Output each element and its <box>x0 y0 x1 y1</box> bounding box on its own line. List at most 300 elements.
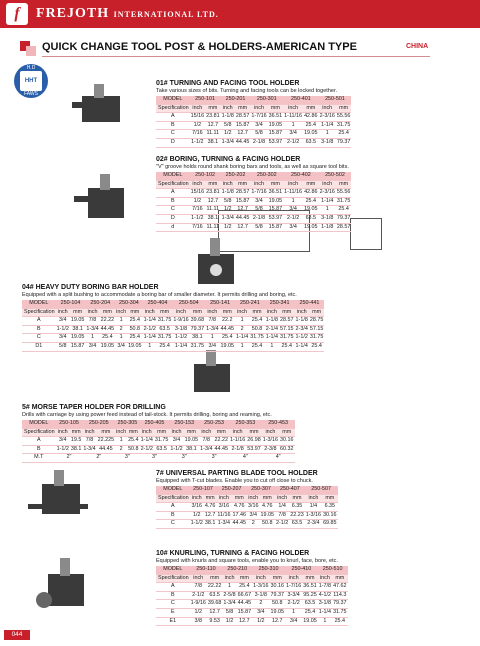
table-cell: 2-5/8 <box>222 591 236 600</box>
table-cell: 79.37 <box>190 325 206 334</box>
table-row <box>156 511 338 520</box>
table-cell: mm <box>127 428 140 437</box>
table-cell: 250-401 <box>283 96 318 104</box>
table-cell: 1-1/2 <box>190 520 204 529</box>
table-row <box>156 617 348 626</box>
table-cell: 31.75 <box>190 342 206 351</box>
table-cell: 3/4 <box>56 437 70 446</box>
table-cell: 250-441 <box>295 300 325 308</box>
table-cell: 12.7 <box>237 617 253 626</box>
table-cell: 30.16 <box>279 437 295 446</box>
table-cell: 250-241 <box>235 300 265 308</box>
table-cell: inch <box>283 180 303 189</box>
table-cell: 25.4 <box>249 317 265 326</box>
table-cell: M.T <box>22 454 56 463</box>
table-cell: mm <box>246 428 262 437</box>
title-divider <box>42 56 430 57</box>
table-cell: 36.51 <box>268 113 284 122</box>
section-title: 01# TURNING AND FACING TOOL HOLDER <box>156 80 300 87</box>
table-cell: mm <box>157 308 173 317</box>
table-cell: C <box>22 334 56 343</box>
table-cell: 28.75 <box>309 317 325 326</box>
table-cell: 19.05 <box>303 223 319 232</box>
table-cell: 5/8 <box>250 206 267 215</box>
header-banner <box>0 0 480 28</box>
table-cell: mm <box>235 180 251 189</box>
table-cell: 4" <box>229 454 262 463</box>
table-cell: inch <box>285 574 302 583</box>
spec-table-01 <box>156 96 351 148</box>
table-cell: 1-1/4 <box>319 121 336 130</box>
table-cell: 31.75 <box>157 317 173 326</box>
table-cell: 50.8 <box>127 325 143 334</box>
table-cell: 1-1/8 <box>265 317 279 326</box>
table-cell: 3-1/8 <box>252 591 269 600</box>
table-cell: 1-1/2 <box>56 445 70 454</box>
table-cell: mm <box>219 308 235 317</box>
table-cell: 19.05 <box>303 130 319 139</box>
table-cell: 250-204 <box>85 300 115 308</box>
table-cell: 36.51 <box>302 583 318 592</box>
table-cell: 1-1/4 <box>140 437 154 446</box>
table-cell: 55.56 <box>336 113 352 122</box>
table-cell: 44.45 <box>237 600 253 609</box>
table-cell: 15.87 <box>235 121 251 130</box>
table-header-row <box>156 96 351 104</box>
table-cell: 19.05 <box>100 342 116 351</box>
table-cell: B <box>156 591 190 600</box>
table-cell: inch <box>190 180 206 189</box>
table-cell: 15/16 <box>190 113 206 122</box>
table-cell: 1-1/2 <box>295 334 309 343</box>
table-cell: mm <box>268 180 284 189</box>
table-cell: 15.87 <box>268 206 284 215</box>
table-cell: E <box>156 608 190 617</box>
table-cell: 3" <box>140 454 170 463</box>
table-cell: 1 <box>283 121 303 130</box>
table-cell: 28.57 <box>235 189 251 198</box>
table-cell: inch <box>319 104 336 113</box>
table-cell: inch <box>115 308 127 317</box>
table-row <box>156 206 351 215</box>
table-cell: inch <box>115 428 127 437</box>
table-row <box>156 600 348 609</box>
table-cell: 1 <box>285 608 302 617</box>
table-cell: 3-1/8 <box>172 325 189 334</box>
table-cell: 50.8 <box>249 325 265 334</box>
table-cell: 12.7 <box>235 130 251 139</box>
table-cell: 1-11/16 <box>283 113 303 122</box>
table-cell: mm <box>190 308 206 317</box>
table-cell: inch <box>82 428 96 437</box>
table-cell: 2-1/2 <box>283 214 303 223</box>
table-cell: 3-1/8 <box>318 600 332 609</box>
table-cell: 1-3/16 <box>305 511 322 520</box>
table-cell: 44.45 <box>235 214 251 223</box>
table-cell: 22.22 <box>100 317 116 326</box>
table-cell: 31.75 <box>157 334 173 343</box>
table-cell: D <box>156 138 190 147</box>
table-row <box>156 197 351 206</box>
table-cell: inch <box>318 574 332 583</box>
table-cell: 25.4 <box>303 121 319 130</box>
section-title: 04# HEAVY DUTY BORING BAR HOLDER <box>22 284 159 291</box>
table-cell: 1-1/4 <box>295 342 309 351</box>
table-cell: 3" <box>199 454 229 463</box>
table-cell: 1-1/2 <box>169 445 183 454</box>
table-cell: 250-341 <box>265 300 295 308</box>
table-cell: 38.1 <box>205 138 221 147</box>
table-cell: mm <box>303 180 319 189</box>
table-cell: B <box>22 445 56 454</box>
table-cell: 1-1/4 <box>319 197 336 206</box>
table-cell: 1 <box>319 206 336 215</box>
table-cell: mm <box>279 428 295 437</box>
table-cell: 25.4 <box>127 334 143 343</box>
table-cell: 1-3/4 <box>82 445 96 454</box>
table-cell: 11/16 <box>216 511 231 520</box>
table-cell: inch <box>250 104 267 113</box>
table-cell: 55.56 <box>336 189 352 198</box>
table-cell: 4.76 <box>204 503 217 512</box>
table-cell: 1/2 <box>222 617 236 626</box>
table-subheader-row <box>22 308 324 317</box>
table-cell: mm <box>268 104 284 113</box>
table-cell: 11.11 <box>205 130 221 139</box>
table-cell: 3-1/8 <box>319 214 336 223</box>
table-cell: mm <box>249 308 265 317</box>
table-cell: 15.87 <box>237 608 253 617</box>
country-label: CHINA <box>406 43 429 50</box>
table-cell: 3/4 <box>283 223 303 232</box>
table-cell: 2-3/16 <box>319 113 336 122</box>
table-cell: 1 <box>115 317 127 326</box>
table-cell: 1-1/4 <box>143 334 157 343</box>
table-cell: 2-3/8 <box>262 445 279 454</box>
table-cell: mm <box>309 308 325 317</box>
table-cell: 3" <box>115 454 139 463</box>
table-cell: mm <box>70 308 86 317</box>
spec-table-02 <box>156 172 351 232</box>
badge-center: HHT <box>20 71 42 91</box>
table-cell: 31.75 <box>336 197 352 206</box>
table-cell: inch <box>275 494 289 503</box>
table-cell: 1-1/4 <box>143 317 157 326</box>
table-cell: 2-1/2 <box>140 445 154 454</box>
table-cell: 53.97 <box>268 214 284 223</box>
table-cell: mm <box>97 428 116 437</box>
table-cell: 1 <box>205 334 219 343</box>
table-cell: inch <box>140 428 154 437</box>
table-cell: B <box>156 121 190 130</box>
table-cell: mm <box>289 494 305 503</box>
table-cell: 50.8 <box>269 600 285 609</box>
table-cell: 2-1/4 <box>265 325 279 334</box>
section-desc: Equipped with a split bushing to accommodate a boring bar of smaller diameter. It permits drilling and boring, etc. <box>22 292 297 298</box>
table-cell: 5/8 <box>250 130 267 139</box>
table-cell: A <box>22 437 56 446</box>
table-cell: 4.76 <box>231 503 247 512</box>
table-cell: 2" <box>56 454 83 463</box>
table-header-row <box>156 172 351 180</box>
section-title: 7# UNIVERSAL PARTING BLADE TOOL HOLDER <box>156 470 318 477</box>
table-cell: 12.7 <box>235 206 251 215</box>
table-cell: 44.45 <box>100 325 116 334</box>
table-cell: 2-1/8 <box>250 214 267 223</box>
table-cell: C <box>156 206 190 215</box>
page-number: 044 <box>4 630 30 640</box>
table-cell: 250-407 <box>275 486 305 494</box>
table-cell: mm <box>207 574 223 583</box>
table-cell: 1-1/4 <box>235 334 249 343</box>
table-cell: 250-410 <box>285 566 318 574</box>
table-cell: 2-1/2 <box>285 600 302 609</box>
table-cell: 63.5 <box>303 138 319 147</box>
table-cell: MODEL <box>22 420 56 428</box>
table-cell: 3/4 <box>56 334 70 343</box>
section-title: 5# MORSE TAPER HOLDER FOR DRILLING <box>22 404 166 411</box>
table-row <box>156 113 351 122</box>
table-cell: inch <box>222 574 236 583</box>
table-cell: C <box>156 600 190 609</box>
table-cell: mm <box>231 494 247 503</box>
table-subheader-row <box>156 494 338 503</box>
table-row <box>156 121 351 130</box>
table-cell: 7/16 <box>190 206 206 215</box>
table-cell: 23.81 <box>205 113 221 122</box>
table-cell: 1-1/8 <box>221 113 235 122</box>
table-cell: 1-3/4 <box>85 325 99 334</box>
table-cell: 60.32 <box>279 445 295 454</box>
table-cell: 38.1 <box>204 520 217 529</box>
table-cell: A <box>156 503 190 512</box>
table-cell: 19.05 <box>302 617 318 626</box>
table-cell: 1/2 <box>190 197 206 206</box>
table-cell: mm <box>237 574 253 583</box>
table-cell: 25.4 <box>219 334 235 343</box>
table-cell: Specification <box>156 494 190 503</box>
table-cell: 250-453 <box>262 420 295 428</box>
table-cell: 15.87 <box>70 342 86 351</box>
table-cell: inch <box>221 180 235 189</box>
badge-line1: H.D <box>26 65 36 71</box>
table-cell: inch <box>56 428 70 437</box>
table-cell: inch <box>190 104 206 113</box>
table-cell: 12.7 <box>204 511 217 520</box>
table-row <box>22 325 324 334</box>
table-cell: B <box>156 197 190 206</box>
table-cell: Specification <box>22 428 56 437</box>
table-cell: 15.87 <box>268 223 284 232</box>
table-cell: 1-1/2 <box>56 325 70 334</box>
table-cell: 3/4 <box>169 437 183 446</box>
table-cell: 25.4 <box>127 437 140 446</box>
table-cell: 30.16 <box>269 583 285 592</box>
table-cell: 7/16 <box>190 223 206 232</box>
table-cell: 250-301 <box>250 96 283 104</box>
table-cell: inch <box>221 104 235 113</box>
table-cell: 6.35 <box>322 503 338 512</box>
tool-holder-10-image <box>36 556 96 610</box>
table-cell: 7/8 <box>82 437 96 446</box>
table-cell: 53.97 <box>268 138 284 147</box>
spec-table-07 <box>156 486 338 529</box>
table-cell: 25.4 <box>302 608 318 617</box>
badge-line3: FAWS <box>24 91 38 97</box>
section-02 <box>156 156 351 232</box>
table-cell: 23.81 <box>205 189 221 198</box>
table-cell: 2 <box>252 600 269 609</box>
table-cell: 1-3/4 <box>221 214 235 223</box>
table-cell: 2-1/2 <box>143 325 157 334</box>
table-cell: 22.23 <box>289 511 305 520</box>
table-cell: inch <box>247 494 260 503</box>
table-cell: 63.5 <box>302 600 318 609</box>
table-cell: inch <box>319 180 336 189</box>
table-cell: 26.98 <box>246 437 262 446</box>
table-cell: 250-202 <box>221 172 251 180</box>
brand-subtext: INTERNATIONAL LTD. <box>113 10 219 19</box>
table-cell: 1-1/8 <box>319 223 336 232</box>
table-cell: 7/8 <box>205 317 219 326</box>
table-cell: 63.5 <box>303 214 319 223</box>
table-cell: 38.1 <box>184 445 200 454</box>
table-cell: mm <box>100 308 116 317</box>
table-cell: 31.75 <box>249 334 265 343</box>
table-cell: 44.45 <box>235 138 251 147</box>
table-cell: 1-7/16 <box>250 113 267 122</box>
table-cell: 1-1/4 <box>265 334 279 343</box>
table-cell: 250-501 <box>319 96 352 104</box>
table-cell: 19.05 <box>268 197 284 206</box>
table-cell: 63.5 <box>207 591 223 600</box>
table-cell: 1/2 <box>190 121 206 130</box>
table-cell: 36.51 <box>268 189 284 198</box>
table-cell: 19.05 <box>269 608 285 617</box>
table-cell: 1-3/4 <box>199 445 213 454</box>
table-cell: 12.7 <box>207 608 223 617</box>
table-cell: mm <box>205 104 221 113</box>
table-cell: 22.22 <box>207 583 223 592</box>
table-cell: 250-502 <box>319 172 352 180</box>
table-cell: E1 <box>156 617 190 626</box>
table-cell: 25.4 <box>303 197 319 206</box>
table-cell: A <box>156 583 190 592</box>
table-cell: inch <box>143 308 157 317</box>
table-cell: 250-207 <box>216 486 247 494</box>
tool-holder-01-image <box>72 82 130 124</box>
table-cell: inch <box>56 308 70 317</box>
table-cell: Specification <box>22 308 56 317</box>
table-cell: 31.75 <box>154 437 170 446</box>
table-cell: C <box>156 130 190 139</box>
table-cell: 1 <box>235 317 249 326</box>
table-cell: 1-1/16 <box>229 437 246 446</box>
table-cell: 4.76 <box>259 503 275 512</box>
table-cell: 2-1/8 <box>229 445 246 454</box>
table-cell: 7/8 <box>275 511 289 520</box>
table-cell: 2-1/2 <box>275 520 289 529</box>
section-05 <box>22 404 295 463</box>
table-row <box>156 583 348 592</box>
table-cell: 31.75 <box>309 334 325 343</box>
table-cell: inch <box>199 428 213 437</box>
table-cell: 250-104 <box>56 300 86 308</box>
table-cell: 1-3/4 <box>221 138 235 147</box>
table-row <box>22 317 324 326</box>
table-cell: 69.85 <box>322 520 338 529</box>
table-cell: 47.62 <box>332 583 348 592</box>
table-cell: 79.37 <box>332 600 348 609</box>
table-cell: 250-205 <box>82 420 115 428</box>
table-cell: MODEL <box>22 300 56 308</box>
tool-holder-04-image <box>192 236 240 286</box>
table-cell: D <box>156 214 190 223</box>
table-cell: mm <box>205 180 221 189</box>
table-cell: 1-7/16 <box>285 583 302 592</box>
table-cell: C <box>156 520 190 529</box>
table-cell: 1/2 <box>252 617 269 626</box>
table-cell: inch <box>235 308 249 317</box>
table-cell: mm <box>336 104 352 113</box>
table-cell: MODEL <box>156 566 190 574</box>
table-cell: 250-507 <box>305 486 338 494</box>
table-cell: Specification <box>156 180 190 189</box>
table-cell: 1/2 <box>190 608 207 617</box>
table-cell: 3/4 <box>283 206 303 215</box>
table-cell: inch <box>229 428 246 437</box>
table-cell: mm <box>302 574 318 583</box>
table-cell: 2 <box>115 445 127 454</box>
table-cell: 19.05 <box>268 121 284 130</box>
table-cell: 3/16 <box>216 503 231 512</box>
table-cell: 2-3/16 <box>319 189 336 198</box>
table-cell: 3/4 <box>205 342 219 351</box>
table-cell: mm <box>336 180 352 189</box>
table-cell: 1-1/2 <box>190 214 206 223</box>
table-cell: 1/4 <box>275 503 289 512</box>
table-cell: 2" <box>82 454 115 463</box>
table-cell: 25.4 <box>309 342 325 351</box>
table-cell: MODEL <box>156 172 190 180</box>
table-cell: 1-1/8 <box>221 189 235 198</box>
table-cell: 66.67 <box>237 591 253 600</box>
table-cell: 12.7 <box>235 223 251 232</box>
table-cell: 1-1/8 <box>295 317 309 326</box>
table-cell: 19.05 <box>70 317 86 326</box>
table-cell: 114.3 <box>332 591 348 600</box>
table-header-row <box>156 486 338 494</box>
table-cell: B <box>22 325 56 334</box>
table-cell: Specification <box>156 574 190 583</box>
section-07 <box>156 470 338 529</box>
table-subheader-row <box>156 180 351 189</box>
table-cell: 42.86 <box>303 189 319 198</box>
table-cell: 25.4 <box>237 583 253 592</box>
table-cell: mm <box>279 308 295 317</box>
table-cell: 250-402 <box>283 172 318 180</box>
table-cell: mm <box>213 428 229 437</box>
table-cell: 5/8 <box>221 197 235 206</box>
table-cell: 38.1 <box>190 334 206 343</box>
table-cell: 19.05 <box>184 437 200 446</box>
table-cell: 44.45 <box>97 445 116 454</box>
table-cell: inch <box>250 180 267 189</box>
table-cell: 250-307 <box>247 486 275 494</box>
table-cell: 1-1/2 <box>172 334 189 343</box>
table-cell: inch <box>190 574 207 583</box>
table-cell: 63.5 <box>154 445 170 454</box>
